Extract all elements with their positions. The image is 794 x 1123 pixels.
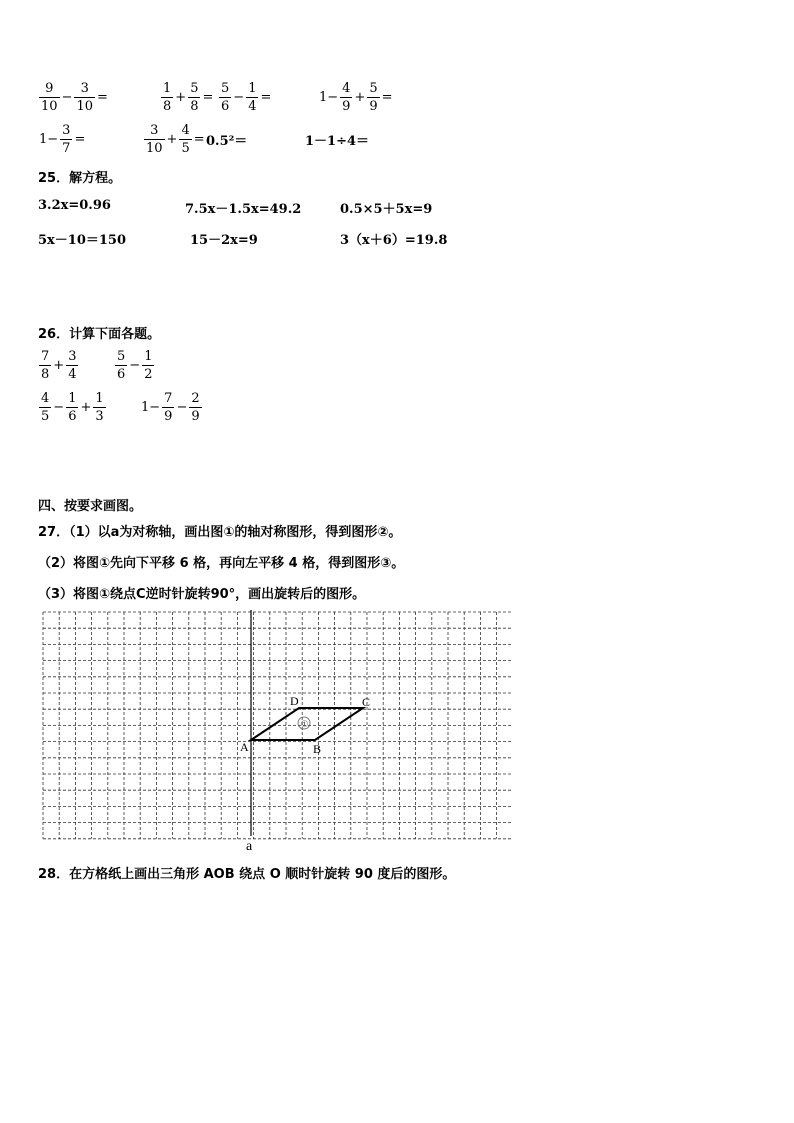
q25-eq-2: 7.5x－1.5x=49.2 [185,202,302,217]
q28-title: 28．在方格纸上画出三角形 AOB 绕点 O 顺时针旋转 90 度后的图形。 [38,867,456,882]
q26-expr-4: 1− $\frac{7}{9}$ − $\frac{2}{9}$ [141,391,200,424]
oral-expr-7: 0.5²＝ [206,134,248,149]
q27-line-2: （2）将图①先向下平移 6 格，再向左平移 4 格，得到图形③。 [38,556,405,571]
q26-title: 26．计算下面各题。 [38,327,161,342]
q26-expr-3: $\frac{4}{5}$ − $\frac{1}{6}$ + $\frac{1}{3}$ [41,391,104,424]
point-a-label: A [240,740,249,754]
oral-expr-3: $\frac{5}{6}$ − $\frac{1}{4}$ = [221,81,272,114]
grid-figure [40,610,512,852]
q27-line-1: 27．（1）以a为对称轴，画出图①的轴对称图形，得到图形②。 [38,525,402,540]
oral-expr-1: $\frac{9}{10}$ − $\frac{3}{10}$ = [41,81,108,114]
fraction: $\frac{3}{10}$ [76,81,93,114]
axis-a-label: a [246,839,253,852]
oral-expr-8: 1－1÷4＝ [305,134,370,149]
point-b-label: B [313,742,322,756]
oral-expr-5: 1− $\frac{3}{7}$ = [39,123,86,156]
shape-1-label: ① [300,719,309,729]
section4-title: 四、按要求画图。 [38,499,143,514]
q25-eq-1: 3.2x=0.96 [38,198,111,213]
q27-line-3: （3）将图①绕点C逆时针旋转90°，画出旋转后的图形。 [38,587,366,602]
grid-lines [43,612,512,839]
oral-expr-6: $\frac{3}{10}$ + $\frac{4}{5}$ = [146,123,205,156]
q25-title: 25．解方程。 [38,171,122,186]
q26-expr-2: $\frac{5}{6}$ − $\frac{1}{2}$ [117,349,153,382]
oral-expr-4: 1− $\frac{4}{9}$ + $\frac{5}{9}$ = [319,81,393,114]
q25-eq-3: 0.5×5＋5x=9 [340,202,433,217]
point-c-label: C [362,695,371,709]
oral-expr-2: $\frac{1}{8}$ + $\frac{5}{8}$ = [163,81,214,114]
q25-eq-5: 15－2x=9 [190,233,258,248]
q25-eq-4: 5x－10＝150 [38,233,127,248]
point-d-label: D [290,694,299,708]
q26-expr-1: $\frac{7}{8}$ + $\frac{3}{4}$ [41,349,77,382]
fraction: $\frac{9}{10}$ [41,81,58,114]
q25-eq-6: 3（x＋6）=19.8 [340,233,448,248]
